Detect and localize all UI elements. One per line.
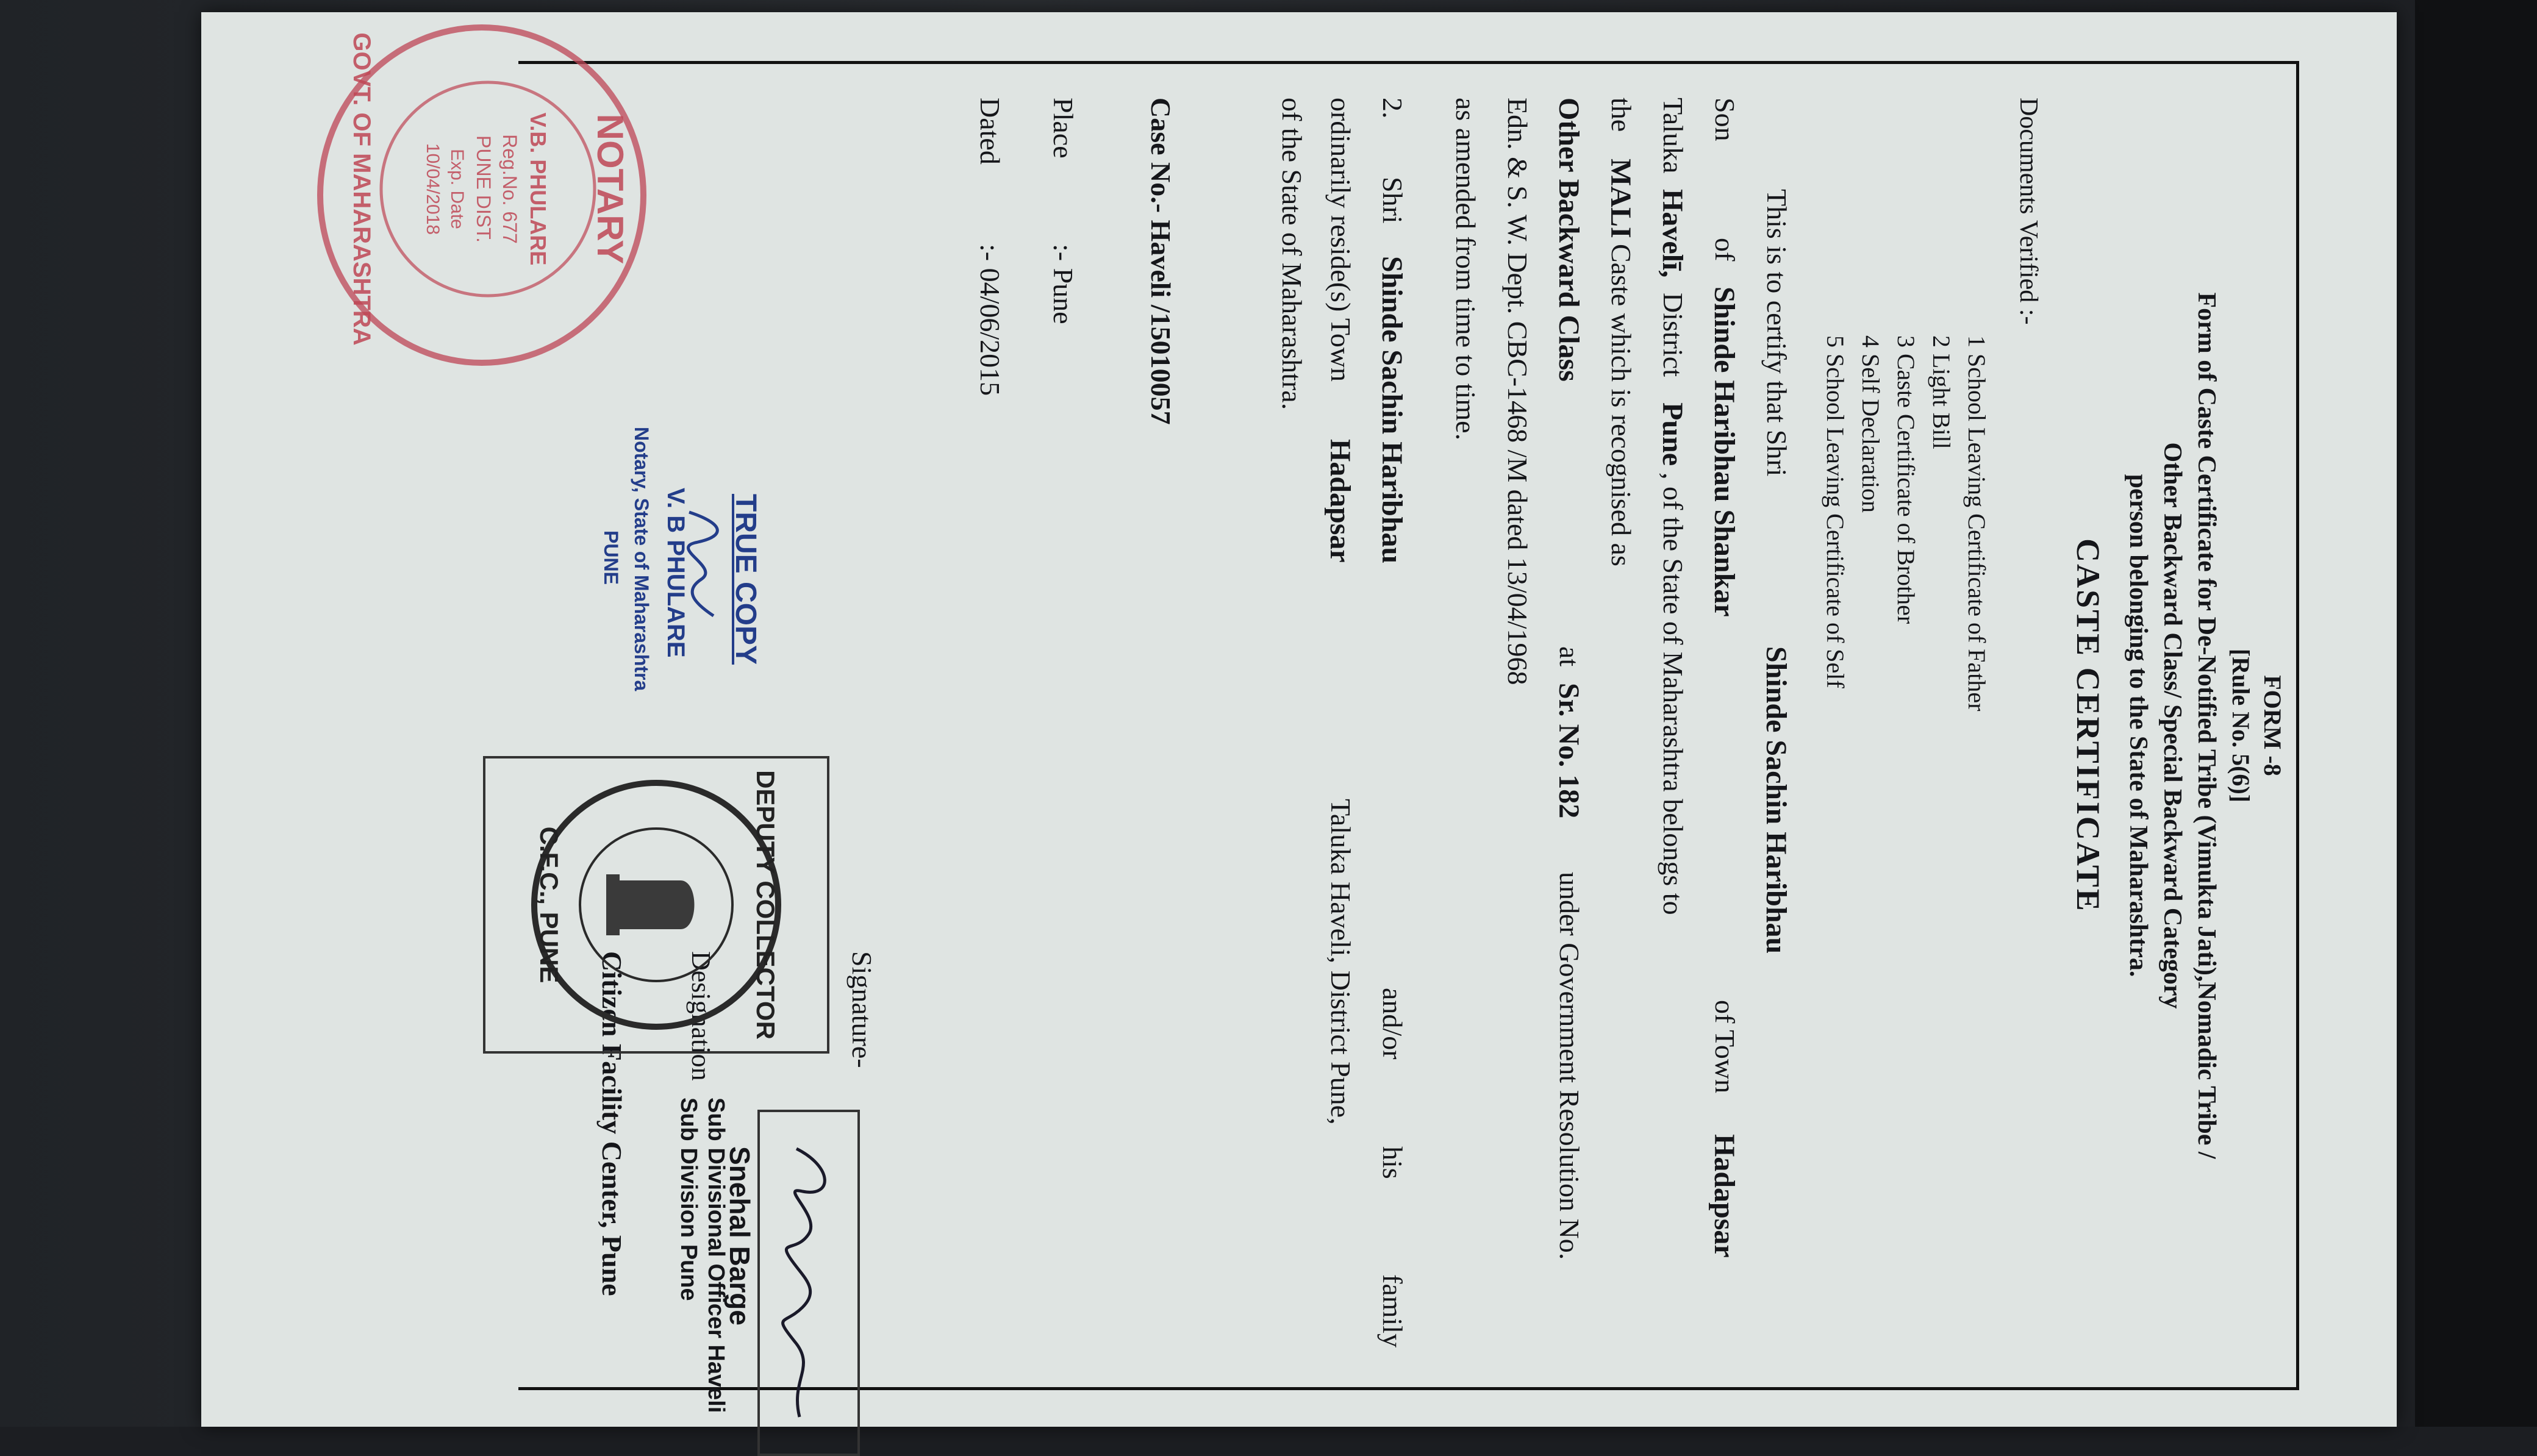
document-item: 3 Caste Certificate of Brother — [1892, 335, 1920, 624]
deputy-collector-seal — [483, 756, 829, 1054]
para2-taluka: Taluka Haveli, District Pune, — [1325, 799, 1356, 1125]
case-number: Case No.- Haveli /15010057 — [1145, 98, 1176, 425]
heading-line-3: person belonging to the State of Maharashtra. — [2124, 474, 2152, 977]
notary-designation: Notary, State of Maharashtra — [631, 427, 653, 691]
town-name: Hadapsar — [1708, 1134, 1741, 1258]
notary-seal-bottom-text: GOVT. OF MAHARASHTRA — [348, 32, 375, 346]
district-label: District — [1658, 293, 1689, 377]
notary-seal-expiry-label: Exp. Date — [447, 149, 467, 229]
designation-line-1: Sub Divisional Officer Haveli — [703, 1097, 729, 1413]
under-gr-text: under Government Resolution No. — [1554, 872, 1585, 1260]
documents-list — [1817, 335, 1994, 711]
document-item: 2 Light Bill — [1928, 335, 1955, 449]
serial-number: Sr. No. 182 — [1553, 683, 1585, 819]
certify-prefix: This is to certify that Shri — [1761, 189, 1792, 477]
notary-seal — [317, 24, 646, 366]
applicant-name: Shinde Sachin Haribhau — [1760, 646, 1792, 954]
form-number: FORM -8 — [2259, 675, 2286, 776]
place-value: :- Pune — [1048, 244, 1079, 324]
gr-reference: Edn. & S. W. Dept. CBC-1468 /M dated 13/04/1968 — [1502, 98, 1533, 685]
documents-verified-label: Documents Verified :- — [2014, 98, 2042, 325]
the-label: the — [1606, 98, 1637, 132]
document-item: 1 School Leaving Certificate of Father — [1963, 335, 1991, 712]
at-label: at — [1554, 646, 1585, 667]
state-text: , of the State of Maharashtra belongs to — [1658, 473, 1689, 915]
keyboard — [2415, 0, 2537, 1427]
dated-value: :- 04/06/2015 — [975, 244, 1006, 396]
rule-number: [Rule No. 5(6)] — [2227, 648, 2255, 803]
and-or-text: and/or — [1377, 988, 1408, 1060]
notary-seal-date: 10/04/2018 — [423, 143, 443, 235]
certificate-title: CASTE CERTIFICATE — [2070, 538, 2106, 913]
signature-label: Signature- — [846, 951, 878, 1068]
of-label: of — [1709, 238, 1741, 262]
para2-name: Shinde Sachin Haribhau — [1376, 256, 1408, 564]
notary-name: V. B PHULARE — [662, 488, 689, 658]
top-border-line — [2296, 61, 2299, 1390]
emblem-seal-graphic — [485, 758, 827, 1051]
his-text: his — [1377, 1146, 1408, 1179]
notary-city: PUNE — [600, 530, 622, 585]
notary-initials-signature — [665, 500, 738, 622]
son-label: Son — [1709, 98, 1741, 141]
caste-certificate-document — [220, 32, 2324, 1415]
collector-seal-bottom-text: C.F.C., PUNE — [535, 826, 564, 983]
collector-seal-top-text: DEPUTY COLLECTOR — [751, 770, 780, 1040]
dated-label: Dated — [975, 98, 1006, 165]
amended-text: as amended from time to time. — [1450, 98, 1481, 441]
notary-seal-name: V.B. PHULARE — [526, 112, 551, 266]
signature-box — [757, 1110, 860, 1456]
notary-seal-reg: Reg.No. 677 — [499, 134, 521, 244]
designation-label: Designation — [686, 951, 716, 1081]
caste-name: MALI — [1605, 159, 1637, 238]
citizen-facility-center: Citizen Facility Center, Pune — [596, 951, 628, 1296]
para2-town: Hadapsar — [1324, 439, 1356, 563]
true-copy-stamp: TRUE COPY — [729, 494, 762, 665]
handwritten-signature — [760, 1112, 857, 1454]
heading-line-2: Other Backward Class/ Special Backward Category — [2158, 442, 2186, 1009]
place-label: Place — [1048, 98, 1079, 159]
of-town-label: of Town — [1709, 1000, 1741, 1094]
reside-text: ordinarily reside(s) Town — [1325, 98, 1356, 382]
notary-seal-top-text: NOTARY — [590, 113, 631, 265]
designation-line-2: Sub Division Pune — [676, 1097, 701, 1301]
district-name: Pune — [1656, 402, 1689, 466]
left-border-line — [518, 61, 2299, 64]
para2-shri: Shri — [1377, 177, 1408, 224]
family-text: family — [1377, 1274, 1408, 1348]
caste-text: Caste which is recognised as — [1606, 244, 1637, 566]
heading-line-1: Form of Caste Certificate for De-Notified Tribe (Vimukta Jati),Nomadic Tribe / — [2192, 292, 2220, 1159]
document-item: 5 School Leaving Certificate of Self — [1822, 335, 1849, 688]
taluka-label: Taluka — [1658, 98, 1689, 174]
father-name: Shinde Haribhau Shankar — [1708, 287, 1741, 617]
para2-state: of the State of Maharashtra. — [1276, 98, 1308, 410]
class-name: Other Backward Class — [1553, 98, 1585, 382]
para2-number: 2. — [1377, 98, 1408, 119]
document-item: 4 Self Declaration — [1857, 335, 1884, 513]
taluka-name: Havelī, — [1656, 189, 1689, 278]
signatory-name: Snehal Barge — [724, 1146, 756, 1326]
notary-seal-district: PUNE DIST. — [473, 135, 495, 243]
notary-seal-graphic — [323, 30, 640, 360]
